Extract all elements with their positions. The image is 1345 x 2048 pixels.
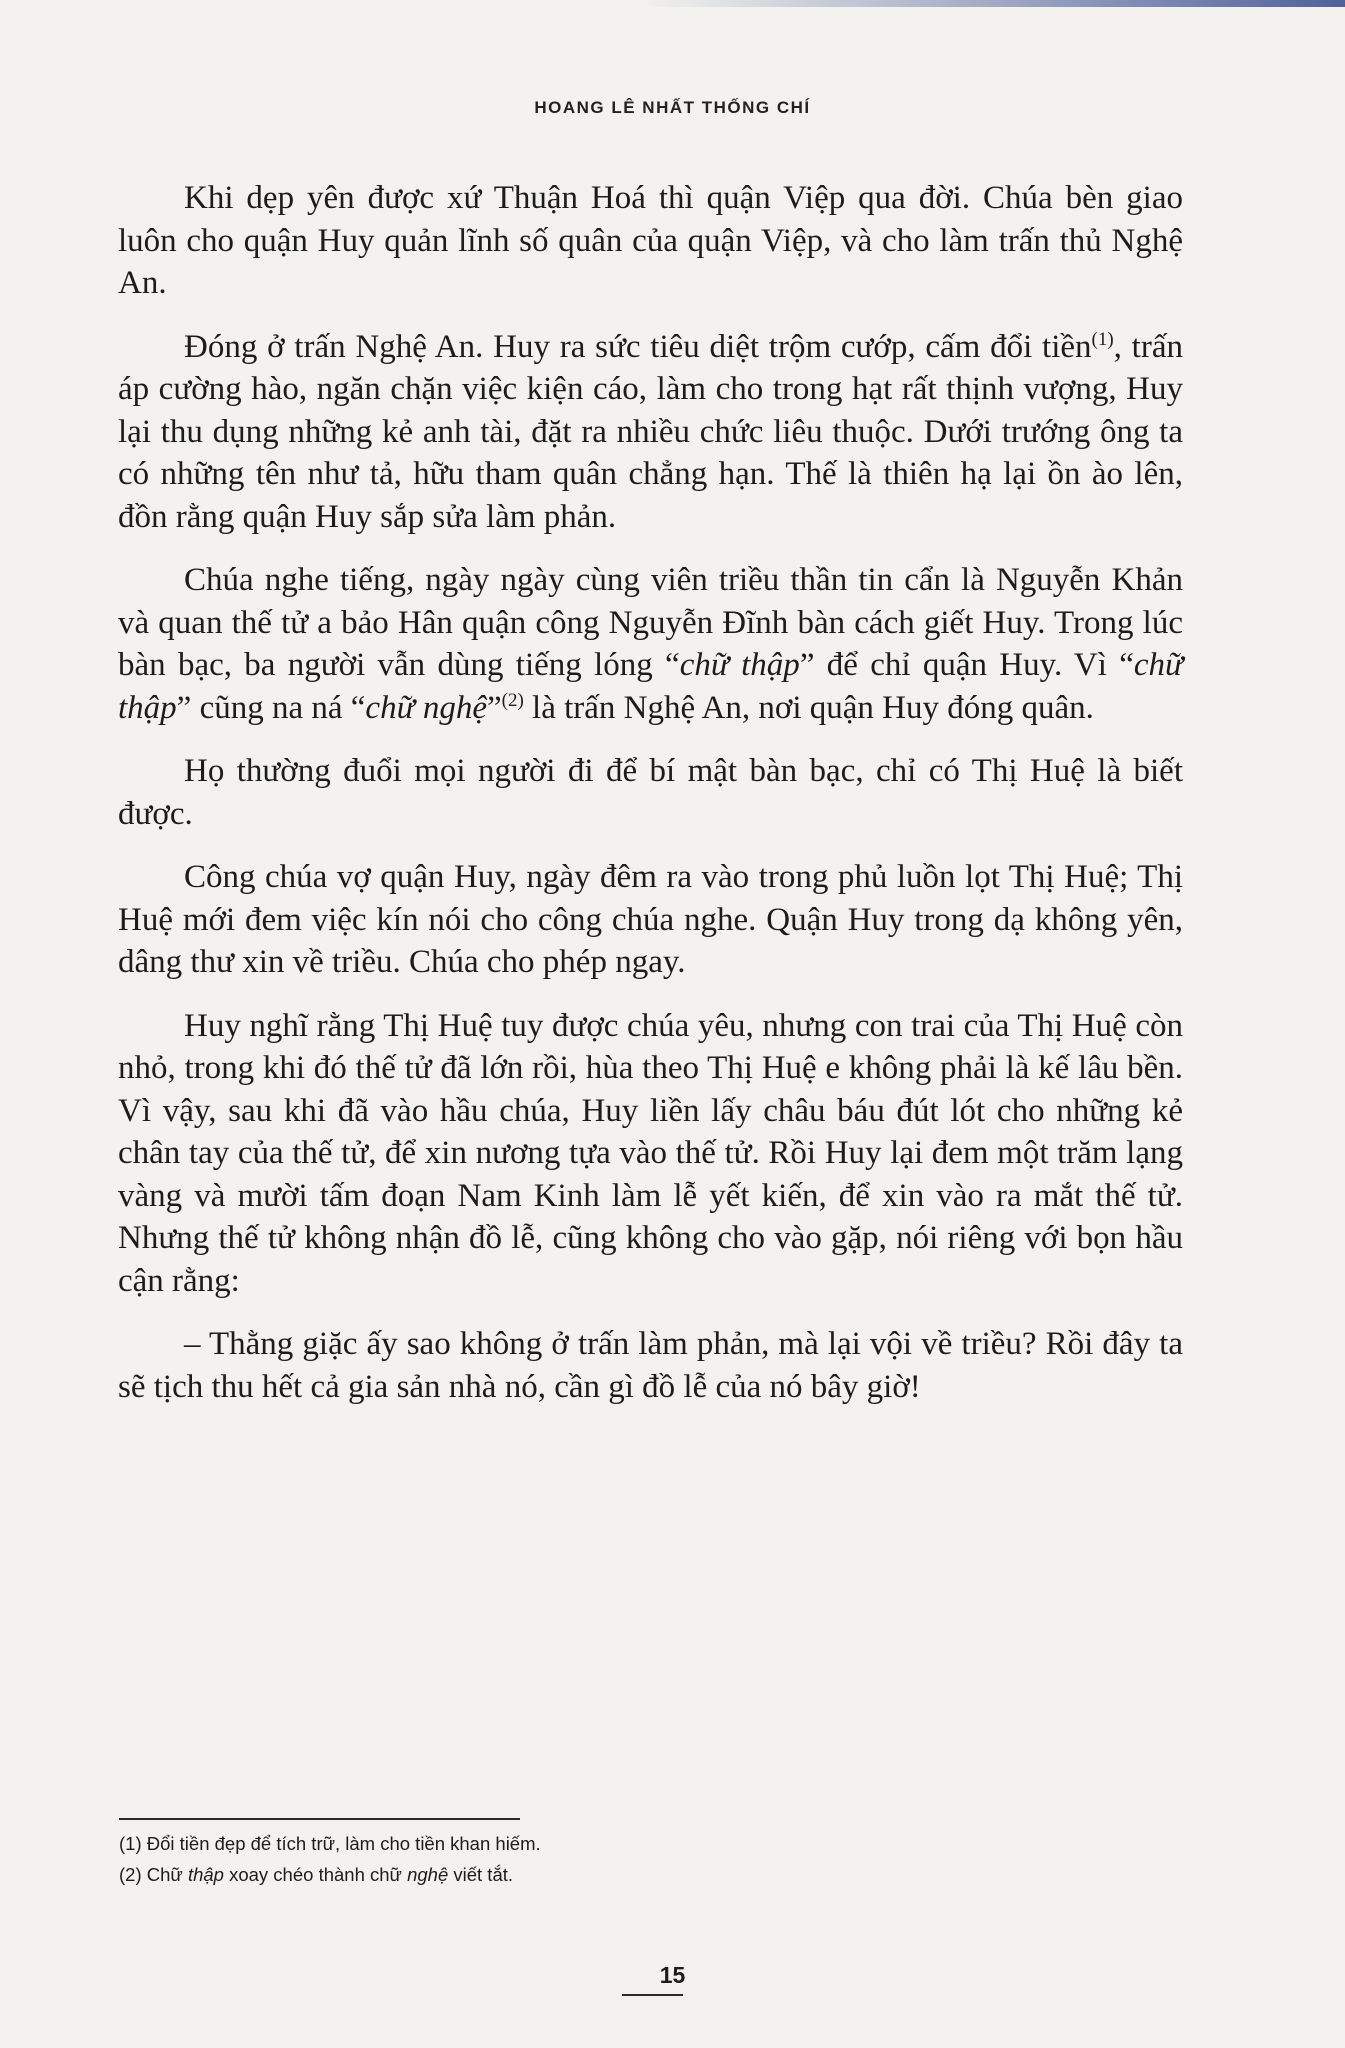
footnote-ref-2: (2) xyxy=(501,689,524,711)
paragraph-3-part-1: Chúa nghe tiếng, ngày ngày cùng viên triều thần tin cẩn là Nguyễn Khản và quan thế tử a bảo Hân quận công Nguyễn Đĩnh bàn cách giết Huy. Trong lúc bàn bạc, ba người vẫn dùng tiếng lóng “ xyxy=(118,562,1183,683)
footnote-2-middle: xoay chéo thành chữ xyxy=(223,1864,408,1885)
paragraph-5: Công chúa vợ quận Huy, ngày đêm ra vào trong phủ luồn lọt Thị Huệ; Thị Huệ mới đem việc kín nói cho công chúa nghe. Quận Huy trong dạ không yên, dâng thư xin về triều. Chúa cho phép ngay. xyxy=(118,859,1183,980)
paragraph-1: Khi dẹp yên được xứ Thuận Hoá thì quận Việp qua đời. Chúa bèn giao luôn cho quận Huy quản lĩnh số quân của quận Việp, và cho làm trấn thủ Nghệ An. xyxy=(118,180,1183,301)
paragraph-3-part-3: ” cũng na ná “ xyxy=(176,689,366,726)
paragraph-2-text-before: Đóng ở trấn Nghệ An. Huy ra sức tiêu diệt trộm cướp, cấm đổi tiền xyxy=(184,328,1092,365)
footnote-2-italic-nghe: nghệ xyxy=(407,1864,449,1885)
paragraph-3 xyxy=(118,559,1183,729)
paragraph-3-part-2: ” để chỉ quận Huy. Vì “ xyxy=(799,647,1134,683)
paragraph-2 xyxy=(118,326,1183,539)
body-text xyxy=(118,177,1183,1429)
paragraph-3-part-4: ” xyxy=(486,689,502,726)
paragraph-7: – Thằng giặc ấy sao không ở trấn làm phản, mà lại vội về triều? Rồi đây ta sẽ tịch thu hết cả gia sản nhà nó, cần gì đồ lễ của nó bây giờ! xyxy=(118,1326,1183,1405)
footnote-2-after: viết tắt. xyxy=(448,1864,514,1885)
footnote-2-before: (2) Chữ xyxy=(119,1864,188,1885)
page-number-underline xyxy=(622,1994,683,1996)
footnote-2 xyxy=(119,1859,1179,1890)
running-header: HOANG LÊ NHẤT THỐNG CHÍ xyxy=(534,98,811,117)
paragraph-2-text-after: , trấn áp cường hào, ngăn chặn việc kiện cáo, làm cho trong hạt rất thịnh vượng, Huy lại thu dụng những kẻ anh tài, đặt ra nhiều chức liêu thuộc. Dưới trướng ông ta có những tên như tả, hữu tham quân chẳng hạn. Thế là thiên hạ lại ồn ào lên, đồn rằng quận Huy sắp sửa làm phản. xyxy=(118,328,1183,535)
page-number: 15 xyxy=(659,1962,686,1988)
top-edge-band xyxy=(640,0,1345,7)
paragraph-6: Huy nghĩ rằng Thị Huệ tuy được chúa yêu, nhưng con trai của Thị Huệ còn nhỏ, trong khi đó thế tử đã lớn rồi, hùa theo Thị Huệ e không phải là kế lâu bền. Vì vậy, sau khi đã vào hầu chúa, Huy liền lấy châu báu đút lót cho những kẻ chân tay của thế tử, để xin nương tựa vào thế tử. Rồi Huy lại đem một trăm lạng vàng và mười tấm đoạn Nam Kinh làm lễ yết kiến, để xin vào ra mắt thế tử. Nhưng thế tử không nhận đồ lễ, cũng không cho vào gặp, nói riêng với bọn hầu cận rằng: xyxy=(118,1007,1183,1299)
footnote-separator xyxy=(119,1818,520,1820)
italic-chu-nghe: chữ nghệ xyxy=(365,689,487,726)
italic-chu-thap-2: chữ thập xyxy=(118,647,1184,726)
footnotes xyxy=(119,1828,1179,1890)
footnote-1: (1) Đổi tiền đẹp để tích trữ, làm cho tiền khan hiếm. xyxy=(119,1833,541,1854)
footnote-ref-1: (1) xyxy=(1091,328,1114,350)
paragraph-3-part-5: là trấn Nghệ An, nơi quận Huy đóng quân. xyxy=(523,689,1094,726)
italic-chu-thap-1: chữ thập xyxy=(679,647,800,683)
footnote-2-italic-thap: thập xyxy=(187,1864,224,1885)
paragraph-4: Họ thường đuổi mọi người đi để bí mật bàn bạc, chỉ có Thị Huệ là biết được. xyxy=(118,753,1183,832)
